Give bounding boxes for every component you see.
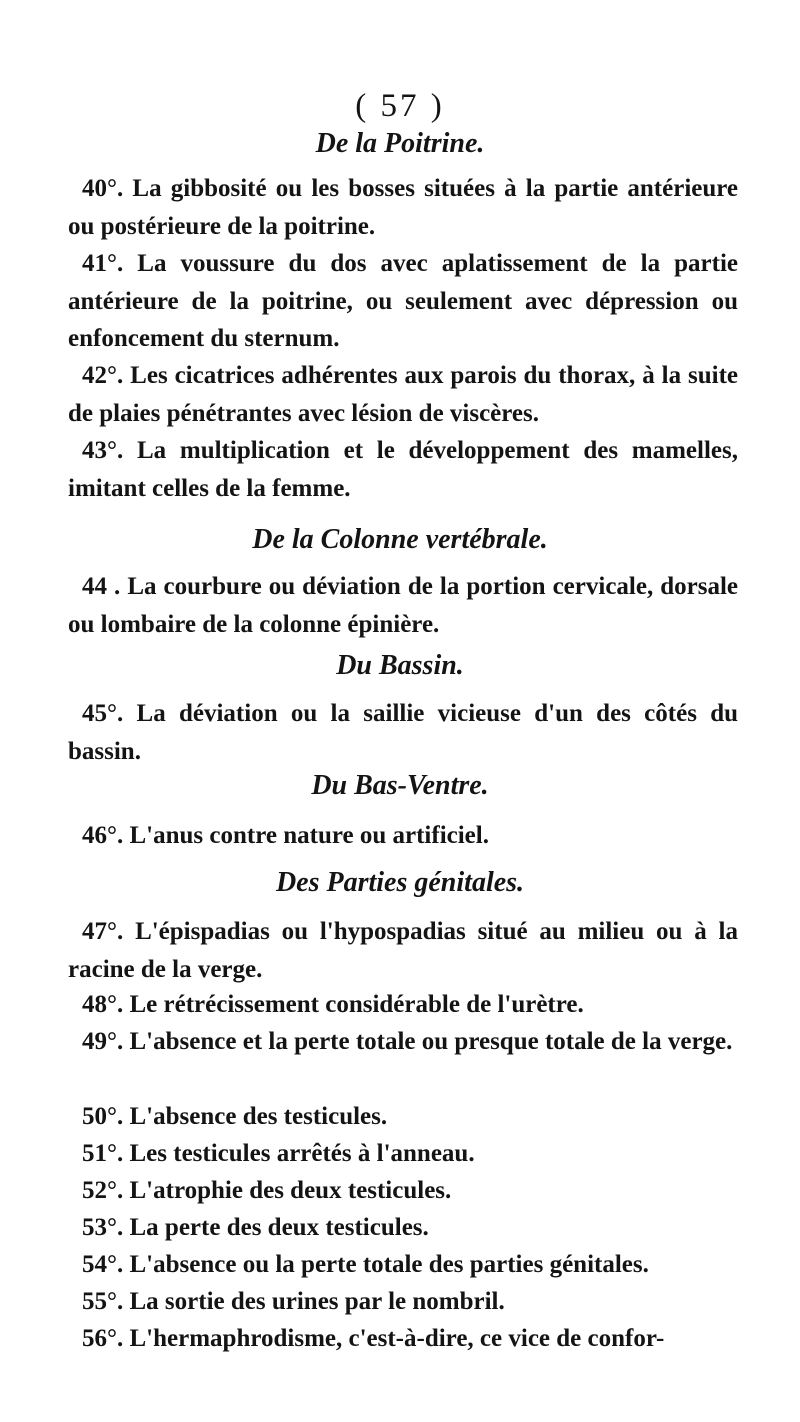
article-number: 48°. (82, 991, 124, 1018)
article-text: La multiplication et le développement des mamelles, imitant celles de la femme. (68, 437, 738, 502)
article-text: Le rétrécissement considérable de l'urètre. (129, 991, 584, 1018)
article-text: L'atrophie des deux testicules. (129, 1177, 452, 1204)
article-text: L'anus contre nature ou artificiel. (129, 822, 489, 849)
article-43 (68, 432, 738, 507)
article-number: 46°. (82, 822, 124, 849)
article-number: 55°. (82, 1288, 124, 1315)
article-54 (68, 1246, 738, 1284)
article-text: L'absence ou la perte totale des parties génitales. (129, 1251, 649, 1278)
article-text: La sortie des urines par le nombril. (129, 1288, 505, 1315)
article-number: 52°. (82, 1177, 124, 1204)
article-40 (68, 170, 738, 245)
article-text: La courbure ou déviation de la portion cervicale, dorsale ou lombaire de la colonne épinière. (68, 573, 739, 638)
article-number: 49°. (82, 1028, 124, 1055)
page-number: ( 57 ) (355, 88, 445, 124)
article-number: 53°. (82, 1214, 124, 1241)
article-number: 41°. (82, 250, 124, 277)
article-text: Les testicules arrêtés à l'anneau. (129, 1140, 475, 1167)
article-number: 42°. (82, 362, 124, 389)
article-50 (68, 1098, 738, 1136)
article-number: 40°. (82, 175, 124, 202)
article-46 (68, 817, 738, 855)
article-number: 43°. (82, 437, 124, 464)
section-heading-parties-genitales: Des Parties génitales. (275, 867, 525, 898)
article-number: 51°. (82, 1140, 124, 1167)
article-text: La perte des deux testicules. (129, 1214, 429, 1241)
article-text: Les cicatrices adhérentes aux parois du thorax, à la suite de plaies pénétrantes avec lésion de viscères. (68, 362, 738, 427)
article-text: L'épispadias ou l'hypospadias situé au milieu ou à la racine de la verge. (68, 918, 739, 983)
article-45 (68, 695, 738, 770)
article-49 (68, 1023, 738, 1061)
article-55 (68, 1283, 738, 1321)
article-56 (68, 1320, 738, 1358)
article-41 (68, 245, 738, 358)
article-text: La déviation ou la saillie vicieuse d'un des côtés du bassin. (68, 700, 738, 765)
article-number: 56°. (82, 1325, 124, 1352)
article-number: 44 . (82, 573, 121, 600)
article-47 (68, 913, 738, 988)
article-42 (68, 357, 738, 432)
article-number: 50°. (82, 1103, 124, 1130)
article-number: 54°. (82, 1251, 124, 1278)
section-heading-colonne: De la Colonne vertébrale. (252, 524, 548, 555)
article-number: 45°. (82, 700, 124, 727)
article-number: 47°. (82, 918, 124, 945)
article-text: L'hermaphrodisme, c'est-à-dire, ce vice de confor- (129, 1325, 665, 1352)
article-52 (68, 1172, 738, 1210)
article-text: La gibbosité ou les bosses situées à la partie antérieure ou postérieure de la poitrine. (68, 175, 739, 240)
article-text: L'absence des testicules. (129, 1103, 388, 1130)
article-53 (68, 1209, 738, 1247)
section-heading-bassin: Du Bassin. (336, 650, 464, 681)
article-48 (68, 986, 738, 1024)
article-text: La voussure du dos avec aplatissement de la partie antérieure de la poitrine, ou seulement avec dépression ou enfoncement du sternum. (68, 250, 739, 352)
article-text: L'absence et la perte totale ou presque totale de la verge. (129, 1028, 733, 1055)
section-heading-poitrine: De la Poitrine. (315, 128, 485, 159)
article-51 (68, 1135, 738, 1173)
article-44 (68, 568, 738, 643)
section-heading-bas-ventre: Du Bas-Ventre. (311, 770, 489, 801)
